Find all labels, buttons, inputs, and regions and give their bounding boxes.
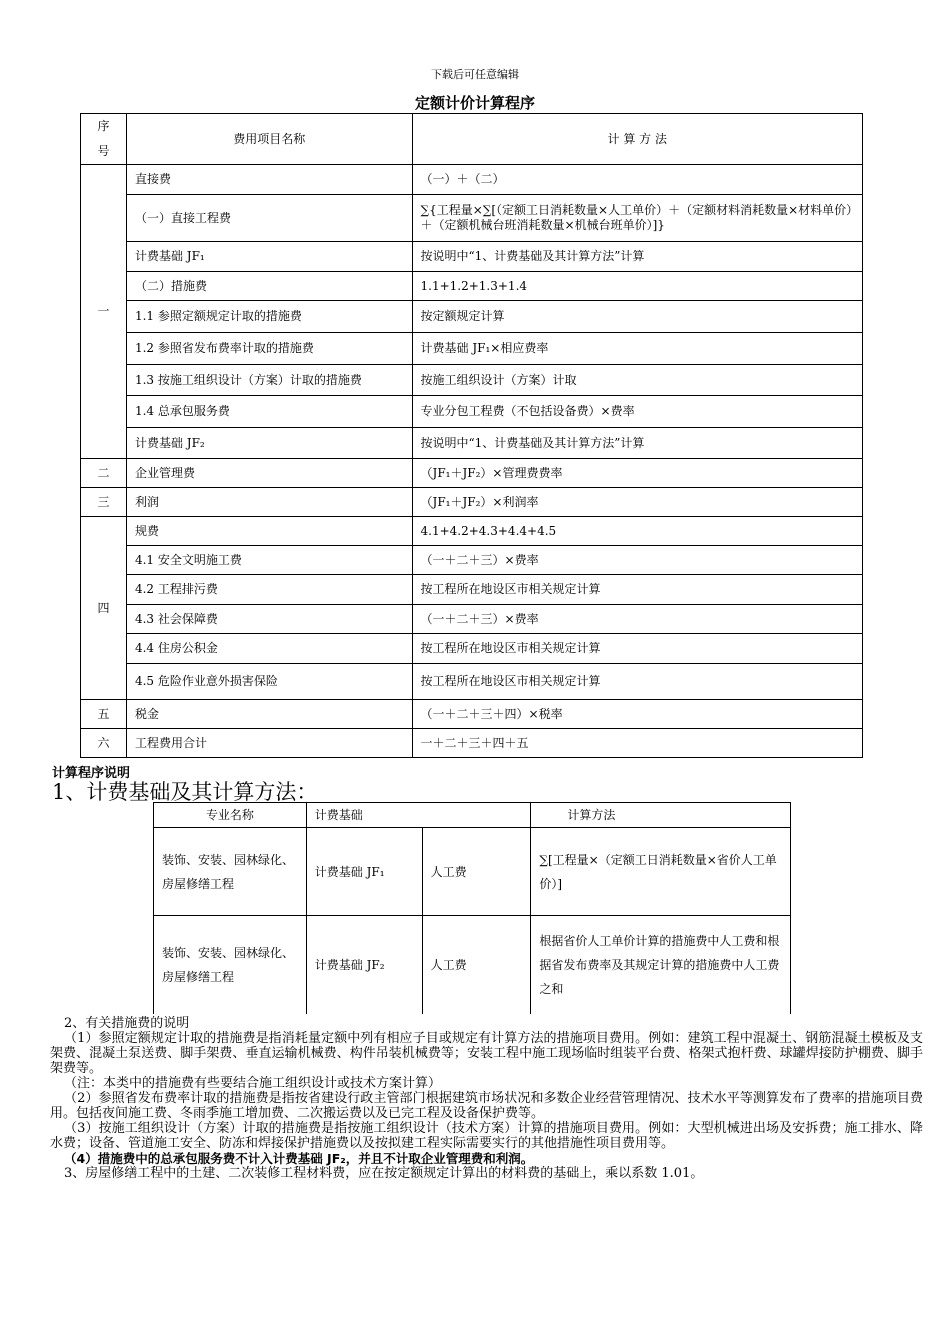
item-method: 按说明中“1、计费基础及其计算方法”计算	[412, 242, 862, 272]
item-method: 按工程所在地设区市相关规定计算	[412, 634, 862, 664]
item-method: 按工程所在地设区市相关规定计算	[412, 575, 862, 605]
header-no: 序 号	[81, 114, 127, 165]
item-name: 计费基础 JF₁	[126, 242, 412, 272]
group-no-4: 四	[81, 517, 127, 700]
item-method: 1.1+1.2+1.3+1.4	[412, 272, 862, 301]
section-heading: 计算程序说明	[52, 766, 131, 781]
note-2-4: （4）措施费中的总承包服务费不计入计费基础 JF₂，并且不计取企业管理费和利润。	[64, 1151, 534, 1166]
item-name: 4.1 安全文明施工费	[126, 546, 412, 575]
basis-fee: 人工费	[422, 916, 531, 1014]
basis-method: ∑[工程量×（定额工日消耗数量×省价人工单价）]	[531, 828, 791, 916]
basis-specialty: 装饰、安装、园林绿化、房屋修缮工程	[154, 828, 307, 916]
basis-basis: 计费基础 JF₁	[306, 828, 422, 916]
item-method: （一＋二＋三＋四）×税率	[412, 700, 862, 729]
item-name: 规费	[126, 517, 412, 546]
item-method: （JF₁＋JF₂）×管理费费率	[412, 459, 862, 488]
group-no-1: 一	[81, 165, 127, 459]
item-method: 按说明中“1、计费基础及其计算方法”计算	[412, 428, 862, 459]
item-method: 计费基础 JF₁×相应费率	[412, 333, 862, 365]
note-2-1: （1）参照定额规定计取的措施费是指消耗量定额中列有相应子目或规定有计算方法的措施项目费用。例如：建筑工程中混凝土、钢筋混凝土模板及支架费、混凝土泵送费、脚手架费、垂直运输机械费、构件吊装机械费等；安装工程中施工现场临时组装平台费、格架式抱杆费、球罐焊接防护棚费、脚手架费等。	[50, 1031, 923, 1076]
note-3: 3、房屋修缮工程中的土建、二次装修工程材料费，应在按定额规定计算出的材料费的基础上，乘以系数 1.01。	[64, 1166, 704, 1181]
basis-table	[153, 802, 791, 1014]
item-name: 4.3 社会保障费	[126, 605, 412, 634]
header-note: 下载后可任意编辑	[431, 68, 519, 81]
item-method: 一＋二＋三＋四＋五	[412, 729, 862, 758]
item-name: （二）措施费	[126, 272, 412, 301]
item-name: 工程费用合计	[126, 729, 412, 758]
basis-header-basis: 计费基础	[306, 803, 531, 828]
basis-header-specialty: 专业名称	[154, 803, 307, 828]
header-method: 计 算 方 法	[412, 114, 862, 165]
item-name: 4.4 住房公积金	[126, 634, 412, 664]
item-method: ∑{工程量×∑[（定额工日消耗数量×人工单价）＋（定额材料消耗数量×材料单价）＋（定额机械台班消耗数量×机械台班单价）]}	[412, 195, 862, 242]
group-no-5: 五	[81, 700, 127, 729]
header-item-name: 费用项目名称	[126, 114, 412, 165]
item-name: 税金	[126, 700, 412, 729]
item-name: 计费基础 JF₂	[126, 428, 412, 459]
item-name: 4.5 危险作业意外损害保险	[126, 664, 412, 700]
basis-heading: 1、计费基础及其计算方法：	[52, 780, 318, 804]
note-2-2: （2）参照省发布费率计取的措施费是指按省建设行政主管部门根据建筑市场状况和多数企业经营管理情况、技术水平等测算发布了费率的措施项目费用。包括夜间施工费、冬雨季施工增加费、二次搬运费以及已完工程及设备保护费等。	[50, 1091, 923, 1121]
note-2-heading: 2、有关措施费的说明	[64, 1016, 190, 1031]
item-method: 专业分包工程费（不包括设备费）×费率	[412, 396, 862, 428]
item-method: 按施工组织设计（方案）计取	[412, 365, 862, 396]
item-name: 1.2 参照省发布费率计取的措施费	[126, 333, 412, 365]
basis-fee: 人工费	[422, 828, 531, 916]
item-name: 企业管理费	[126, 459, 412, 488]
note-2-3: （3）按施工组织设计（方案）计取的措施费是指按施工组织设计（技术方案）计算的措施项目费用。例如：大型机械进出场及安拆费；施工排水、降水费；设备、管道施工安全、防冻和焊接保护措施费以及按拟建工程实际需要实行的其他措施性项目费用等。	[50, 1121, 923, 1151]
page-title: 定额计价计算程序	[414, 94, 535, 112]
group-no-3: 三	[81, 488, 127, 517]
item-name: 1.3 按施工组织设计（方案）计取的措施费	[126, 365, 412, 396]
item-method: （一＋二＋三）×费率	[412, 605, 862, 634]
item-method: （一＋二＋三）×费率	[412, 546, 862, 575]
group-no-6: 六	[81, 729, 127, 758]
basis-method: 根据省价人工单价计算的措施费中人工费和根据省发布费率及其规定计算的措施费中人工费之和	[531, 916, 791, 1014]
item-name: （一）直接工程费	[126, 195, 412, 242]
notes	[50, 1016, 923, 1181]
basis-basis: 计费基础 JF₂	[306, 916, 422, 1014]
item-method: 按定额规定计算	[412, 301, 862, 333]
item-method: （一）＋（二）	[412, 165, 862, 195]
item-method: （JF₁＋JF₂）×利润率	[412, 488, 862, 517]
basis-header-method: 计算方法	[531, 803, 791, 828]
item-name: 直接费	[126, 165, 412, 195]
item-name: 1.4 总承包服务费	[126, 396, 412, 428]
note-2-remark: （注：本类中的措施费有些要结合施工组织设计或技术方案计算）	[64, 1076, 442, 1091]
item-name: 1.1 参照定额规定计取的措施费	[126, 301, 412, 333]
item-method: 按工程所在地设区市相关规定计算	[412, 664, 862, 700]
basis-specialty: 装饰、安装、园林绿化、房屋修缮工程	[154, 916, 307, 1014]
item-name: 4.2 工程排污费	[126, 575, 412, 605]
item-method: 4.1+4.2+4.3+4.4+4.5	[412, 517, 862, 546]
group-no-2: 二	[81, 459, 127, 488]
item-name: 利润	[126, 488, 412, 517]
calculation-procedure-table	[80, 113, 863, 758]
